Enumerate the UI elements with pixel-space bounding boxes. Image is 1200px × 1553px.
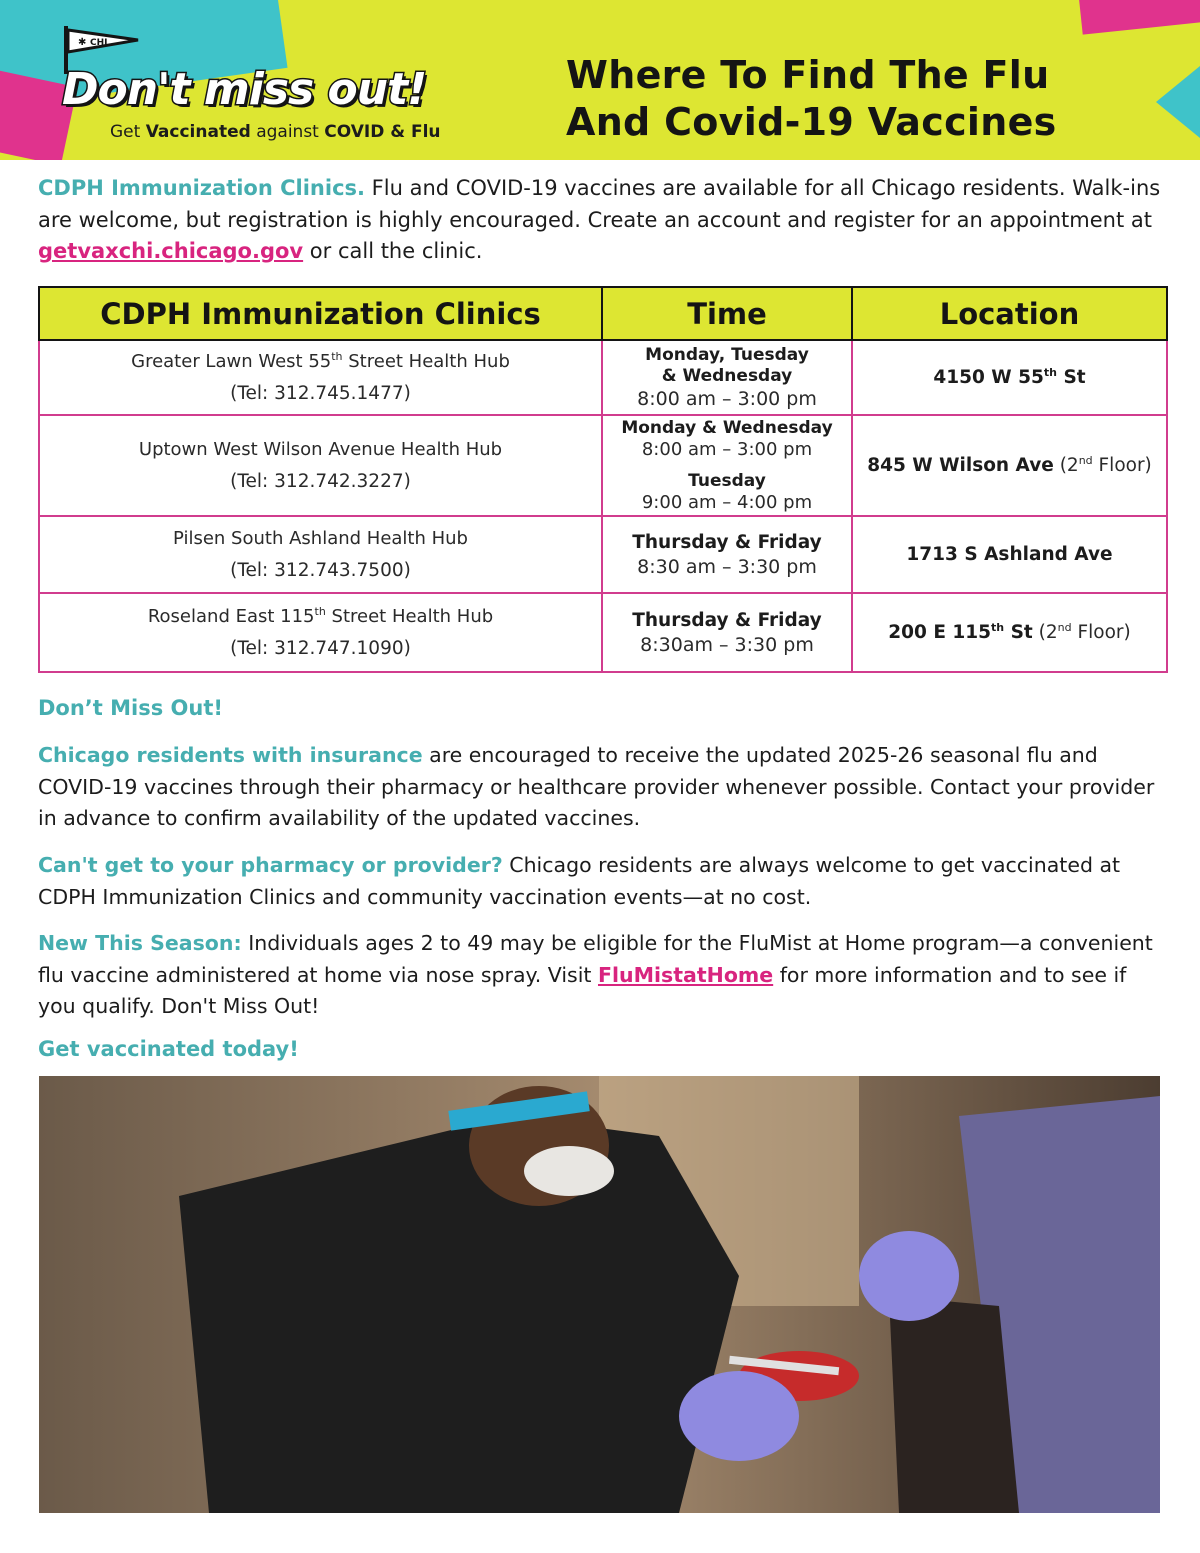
clinic-phone[interactable]: (Tel: 312.747.1090) <box>230 637 411 659</box>
page-headline <box>566 52 1057 146</box>
clinic-cell <box>39 340 602 415</box>
location-cell: 845 W Wilson Ave (2nd Floor) <box>852 415 1167 516</box>
svg-text:✱: ✱ <box>78 37 87 48</box>
registration-link[interactable]: getvaxchi.chicago.gov <box>38 239 304 263</box>
new-season-paragraph: New This Season: Individuals ages 2 to 49 may be eligible for the FluMist at Home program—a convenient flu vaccine administered at home via nose spray. Visit FluMistatHome for more information and to see if you qualify. Don't Miss Out! <box>38 931 1153 1018</box>
location-cell: 4150 W 55th St <box>852 340 1167 415</box>
arrow-shape-icon <box>1156 66 1200 138</box>
clinic-phone[interactable]: (Tel: 312.743.7500) <box>230 559 411 581</box>
table-row <box>39 593 1167 672</box>
column-header-time: Time <box>602 287 852 340</box>
dont-miss-heading: Don’t Miss Out! <box>38 696 223 720</box>
location-cell: 200 E 115th St (2nd Floor) <box>852 593 1167 672</box>
clinic-name: Greater Lawn West 55th Street Health Hub <box>131 349 510 372</box>
clinic-phone[interactable]: (Tel: 312.742.3227) <box>230 470 411 492</box>
time-cell: Monday & Wednesday 8:00 am – 3:00 pm Tuesday 9:00 am – 4:00 pm <box>602 415 852 516</box>
clinic-phone[interactable]: (Tel: 312.745.1477) <box>230 382 411 404</box>
clinic-name: Roseland East 115th Street Health Hub <box>147 604 494 627</box>
header-banner <box>0 0 1200 160</box>
headline-line-2: And Covid-19 Vaccines <box>566 100 1057 144</box>
logo-tagline: Get Vaccinated against COVID & Flu <box>110 122 441 142</box>
logo-title: Don't miss out! <box>62 64 427 115</box>
table-row <box>39 415 1167 516</box>
clinic-table <box>38 286 1168 673</box>
intro-lead: CDPH Immunization Clinics. <box>38 176 365 200</box>
headline-line-1: Where To Find The Flu <box>566 53 1050 97</box>
intro-paragraph: CDPH Immunization Clinics. Flu and COVID-19 vaccines are available for all Chicago residents. Walk-ins are welcome, but registration is highly encouraged. Create an account and register for an appointment at getvaxchi.chicago.gov or call the clinic. <box>38 176 1161 263</box>
time-cell: Thursday & Friday 8:30am – 3:30 pm <box>602 593 852 672</box>
location-cell: 1713 S Ashland Ave <box>852 516 1167 593</box>
clinic-name: Uptown West Wilson Avenue Health Hub <box>138 438 503 460</box>
clinic-cell <box>39 516 602 593</box>
clinic-name: Pilsen South Ashland Health Hub <box>173 527 468 549</box>
insurance-paragraph: Chicago residents with insurance are encouraged to receive the updated 2025-26 seasonal flu and COVID-19 vaccines through their pharmacy or healthcare provider whenever possible. Contact your provider in advance to confirm availability of the updated vaccines. <box>38 743 1155 830</box>
decorative-shape <box>1078 0 1200 35</box>
closing-heading: Get vaccinated today! <box>38 1037 299 1061</box>
time-cell: Monday, Tuesday & Wednesday 8:00 am – 3:00 pm <box>602 340 852 415</box>
clinic-cell <box>39 593 602 672</box>
clinic-cell <box>39 415 602 516</box>
column-header-clinic: CDPH Immunization Clinics <box>39 287 602 340</box>
time-cell: Thursday & Friday 8:30 am – 3:30 pm <box>602 516 852 593</box>
vaccination-photo <box>39 1076 1160 1513</box>
table-row <box>39 340 1167 415</box>
column-header-location: Location <box>852 287 1167 340</box>
table-row <box>39 516 1167 593</box>
pharmacy-paragraph: Can't get to your pharmacy or provider? Chicago residents are always welcome to get vaccinated at CDPH Immunization Clinics and community vaccination events—at no cost. <box>38 853 1121 909</box>
flumist-link[interactable]: FluMistatHome <box>597 962 774 987</box>
flag-label: CHI <box>90 38 108 48</box>
